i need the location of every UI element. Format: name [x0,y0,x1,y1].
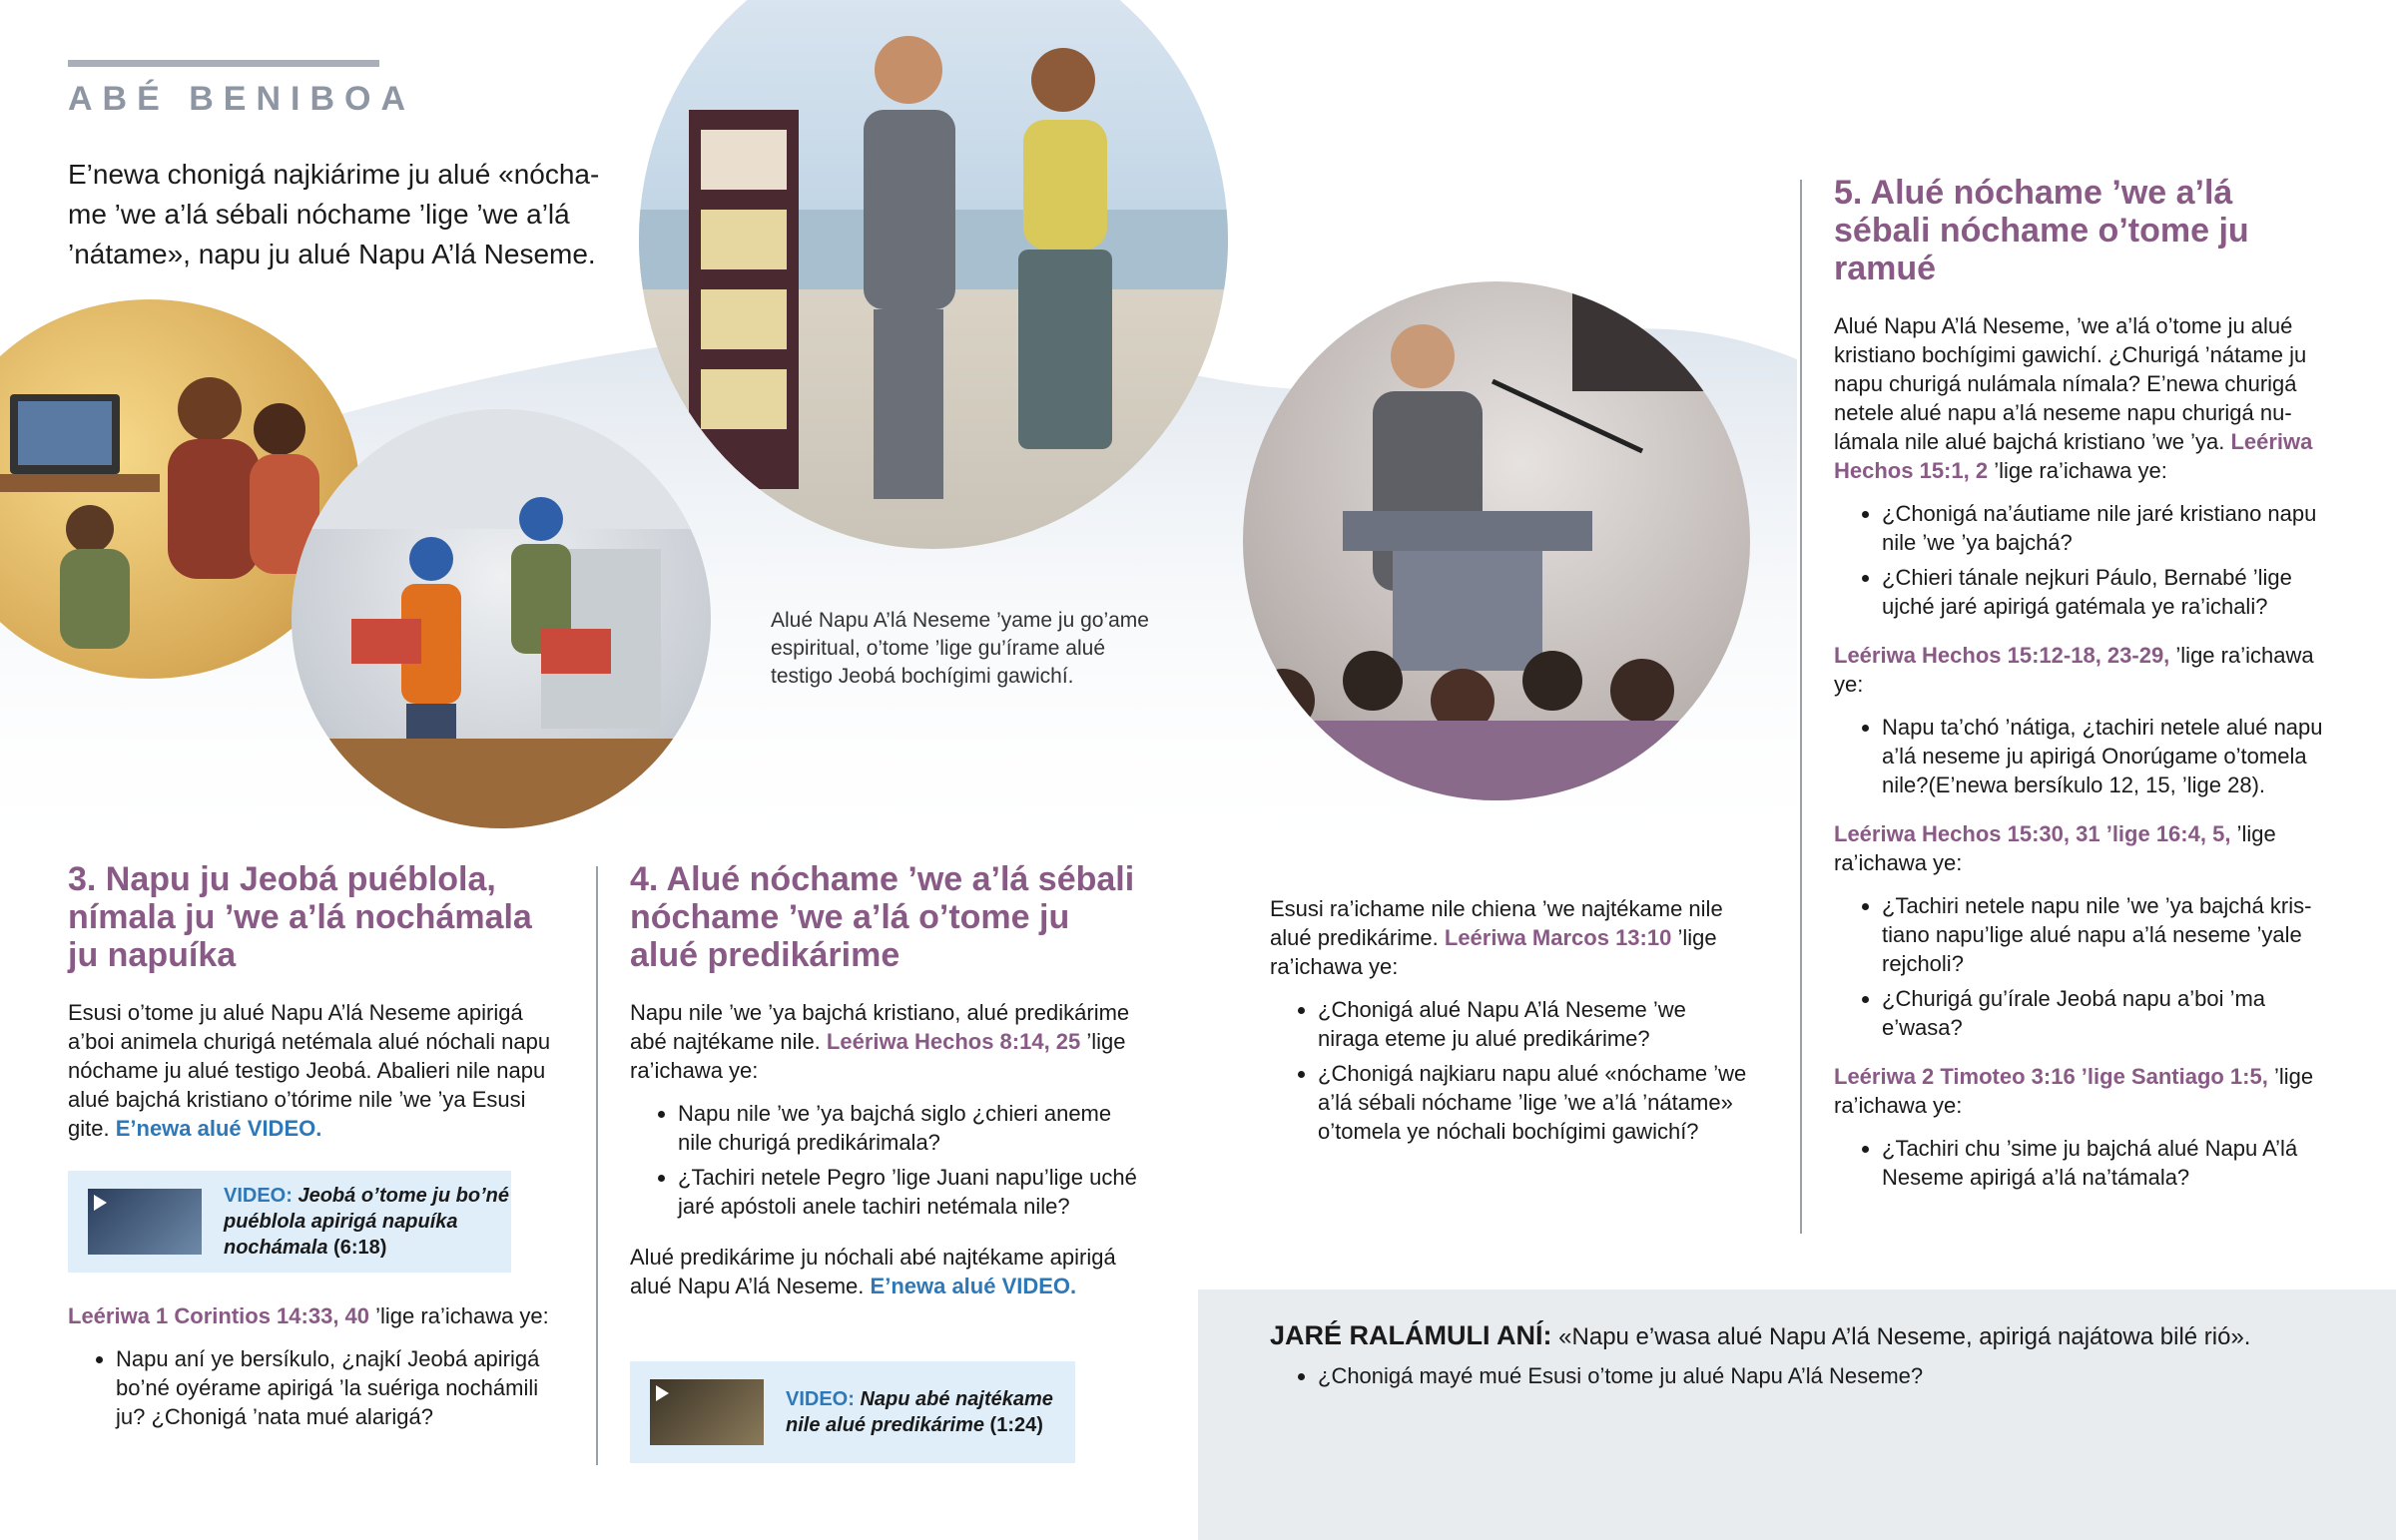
section-4-video-card[interactable] [630,1361,1075,1463]
section-3-read-ref[interactable]: Leériwa 1 Corintios 14:33, 40 [68,1303,370,1328]
kicker-bar [68,60,379,67]
list-item: • Napu ta’chó ’nátiga, ¿tachiri netele alué napu a’lá neseme ju apirigá Onorúgame o’tomela nile?(E’newa bersíkulo 12, 15, ’lige 28). [1882,713,2333,799]
illustration-relief-workers [292,409,711,828]
play-icon [94,1195,107,1211]
list-item: • ¿Chieri tánale nejkuri Páulo, Bernabé ’lige ujché jaré apirigá gatémala ye ra’ichali? [1882,563,2333,621]
section-4-title: 4. Alué nóchame ’we a’lá sébali nóchame ’we a’lá o’tome ju alué predikárime [630,860,1135,974]
list-item: • ¿Churigá gu’írale Jeobá napu a’boi ’ma e’wasa? [1882,984,2333,1042]
section-5-bullets-2 [1834,713,2333,799]
summary-box [1198,1289,2396,1540]
section-5-read-ref-3[interactable]: Leériwa Hechos 15:30, 31 ’lige 16:4, 5, [1834,821,2231,846]
section-3-title: 3. Napu ju Jeobá puéblola, nímala ju ’we a’lá nochámala ju napuíka [68,860,532,974]
section-4-continued [1270,894,1749,1152]
section-5-title: 5. Alué nóchame ’we a’lá sébali nóchame o’tome ju ramué [1834,174,2249,287]
section-3-video-link[interactable]: E’newa alué VIDEO. [115,1116,322,1141]
kicker-title: ABÉ BENIBOA [68,80,416,118]
section-5-body: Alué Napu A’lá Neseme, ’we a’lá o’tome ju alué kristiano bochígimi gawichí. ¿Churigá ’nátame ju napu churigá nulámala nímala? E’newa churigá netele alué napu a’lá neseme napu churigá nulámala nile alué bajchá kristiano ’we ’ya. Leériwa Hechos 15:1, 2 ’lige ra’ichawa ye: [1834,313,2313,483]
list-item: • ¿Chonigá najkiaru napu alué «nóchame ’we a’lá sébali nóchame ’lige ’we a’lá ’nátame» o’tomela ye nóchali bochígimi gawichí? [1318,1059,1749,1146]
section-3 [68,860,567,1143]
section-3-bullets [68,1344,567,1431]
section-4-video-link[interactable]: E’newa alué VIDEO. [870,1274,1077,1298]
intro-text: E’newa chonigá najkiárime ju alué «nóchame ’we a’lá sébali nóchame ’lige ’we a’lá ’nátame», napu ju alué Napu A’lá Neseme. [68,159,600,269]
section-4b-bullets [1270,995,1749,1146]
list-item: • ¿Chonigá na’áutiame nile jaré kristiano napu nile ’we ’ya bajchá? [1882,499,2333,557]
section-3-read [68,1301,567,1437]
list-item: • ¿Tachiri chu ’sime ju bajchá alué Napu A’lá Neseme apirigá a’lá na’támala? [1882,1134,2333,1192]
section-4-body: Napu nile ’we ’ya bajchá kristiano, alué predikárime abé najtékame nile. Leériwa Hechos 8:14, 25 ’lige ra’ichawa ye: [630,1000,1130,1083]
section-4-video-text: VIDEO: Napu abé najtékame nile alué predikárime (1:24) [786,1388,1053,1436]
divider-line [1800,180,1802,1234]
section-3-body: Esusi o’tome ju alué Napu A’lá Neseme apirigá a’boi animela churigá netémala alué nóchali napu nóchame ju alué testigo Jeobá. Abalieri nile napu alué bajchá kristiano o’tórime nile ’we ’ya Esusi gite. E’newa alué VIDEO. [68,1000,551,1141]
illustration-caption: Alué Napu A’lá Neseme ’yame ju go’ame espiritual, o’tome ’lige gu’írame alué testigo Jeobá bochígimi gawichí. [771,609,1149,688]
summary-label: JARÉ RALÁMULI ANÍ: [1270,1320,1552,1350]
section-5-read-ref-4[interactable]: Leériwa 2 Timoteo 3:16 ’lige Santiago 1:5, [1834,1064,2268,1089]
list-item: • Napu nile ’we ’ya bajchá siglo ¿chieri aneme nile churigá predikárimala? [678,1099,1139,1157]
section-3-video-card[interactable] [68,1171,511,1273]
section-5-bullets-1 [1834,499,2333,621]
video-thumbnail[interactable] [650,1379,764,1445]
section-4b-body: Esusi ra’ichame nile chiena ’we najtékame nile alué predikárime. Leériwa Marcos 13:10 ’lige ra’ichawa ye: [1270,896,1723,979]
summary-content [1270,1319,2348,1396]
play-icon [656,1385,669,1401]
section-5-read-ref-2[interactable]: Leériwa Hechos 15:12-18, 23-29, [1834,643,2170,668]
section-5-bullets-4 [1834,1134,2333,1192]
section-5-bullets-3 [1834,891,2333,1042]
video-thumbnail[interactable] [88,1189,202,1255]
illustration-speaker-podium [1243,281,1750,800]
summary-bullets [1270,1361,2348,1390]
summary-line: JARÉ RALÁMULI ANÍ: «Napu e’wasa alué Napu A’lá Neseme, apirigá najátowa bilé rió». [1270,1320,2251,1350]
list-item: • Napu aní ye bersíkulo, ¿najkí Jeobá apirigá bo’né oyérame apirigá ’la suériga nochámili ju? ¿Chonigá ’nata mué alarigá? [116,1344,567,1431]
section-5-read-3: Leériwa Hechos 15:30, 31 ’lige 16:4, 5, ’lige ra’ichawa ye: [1834,821,2276,875]
section-4 [630,860,1139,1300]
section-3-read-line: Leériwa 1 Corintios 14:33, 40 ’lige ra’ichawa ye: [68,1303,549,1328]
section-4b-read-ref[interactable]: Leériwa Marcos 13:10 [1444,925,1672,950]
section-5-read-2: Leériwa Hechos 15:12-18, 23-29, ’lige ra’ichawa ye: [1834,643,2314,697]
list-item: • ¿Chonigá alué Napu A’lá Neseme ’we niraga eteme ju alué predikárime? [1318,995,1749,1053]
section-5-read-4: Leériwa 2 Timoteo 3:16 ’lige Santiago 1:5, ’lige ra’ichawa ye: [1834,1064,2314,1118]
list-item: • ¿Tachiri netele napu nile ’we ’ya bajchá kristiano napu’lige alué napu a’lá neseme ’yale rejcholi? [1882,891,2333,978]
section-5-read-ref-1[interactable]: Leériwa Hechos 15:1, 2 [1834,429,2313,483]
list-item: • ¿Chonigá mayé mué Esusi o’tome ju alué Napu A’lá Neseme? [1318,1361,2348,1390]
section-3-video-text: VIDEO: Jeobá o’tome ju bo’né puéblola apirigá napuíka nochámala (6:18) [224,1185,509,1259]
section-5 [1834,174,2333,1198]
divider-line [596,866,598,1465]
section-4-bullets [630,1099,1139,1221]
section-4-body-2: Alué predikárime ju nóchali abé najtékame apirigá alué Napu A’lá Neseme. E’newa alué VIDEO. [630,1245,1116,1298]
section-4-read-ref[interactable]: Leériwa Hechos 8:14, 25 [826,1029,1081,1054]
list-item: • ¿Tachiri netele Pegro ’lige Juani napu’lige uché jaré apóstoli anele tachiri netémala nile? [678,1163,1139,1221]
